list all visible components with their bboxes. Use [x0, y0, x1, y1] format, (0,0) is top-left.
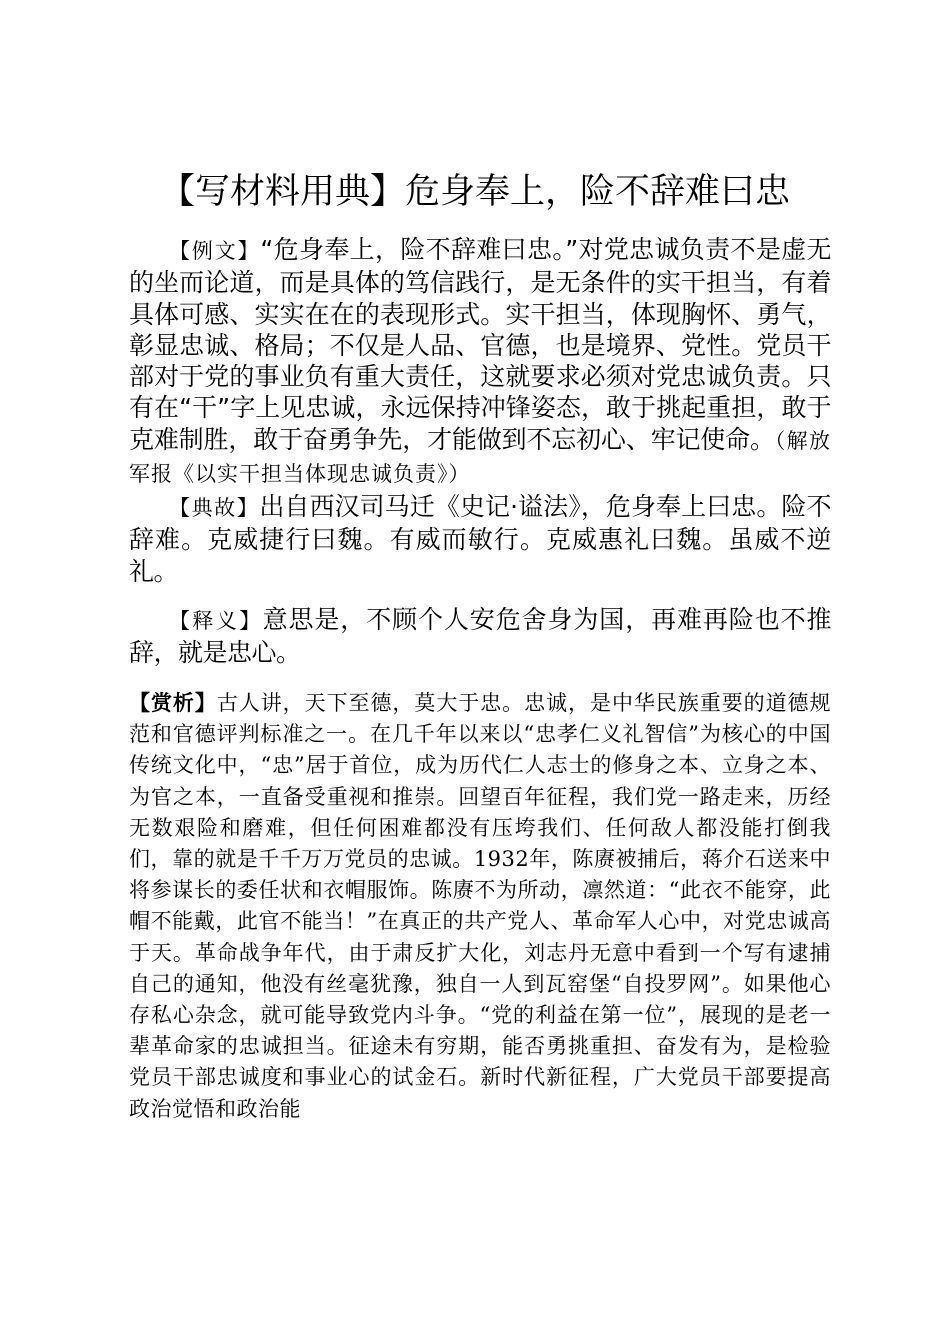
origin-label: 【典故】: [169, 496, 260, 520]
origin-paragraph: [129, 491, 831, 587]
analysis-label: 【赏析】: [129, 690, 217, 715]
document-title: 【写材料用典】危身奉上，险不辞难曰忠: [159, 172, 790, 212]
example-paragraph: [129, 234, 831, 490]
example-text: “危身奉上，险不辞难曰忠。”对党忠诚负责不是虚无的坐而论道，而是具体的笃信践行，是无条件的实干担当，有着具体可感、实实在在的表现形式。实干担当，体现胸怀、勇气，彰显忠诚、格局；不仅是人品、官德，也是境界、党性。党员干部对于党的事业负有重大责任，这就要求必须对党忠诚负责。只有在“干”字上见忠诚，永远保持冲锋姿态，敢于挑起重担，敢于克难制胜，敢于奋勇争先，才能做到不忘初心、牢记使命。: [129, 235, 832, 454]
meaning-label: 【释义】: [169, 609, 263, 633]
analysis-text: 古人讲，天下至德，莫大于忠。忠诚，是中华民族重要的道德规范和官德评判标准之一。在几千年以来以“忠孝仁义礼智信”为核心的中国传统文化中，“忠”居于首位，成为历代仁人志士的修身之本、立身之本、为官之本，一直备受重视和推崇。回望百年征程，我们党一路走来，历经无数艰险和磨难，但任何困难都没有压垮我们、任何敌人都没能打倒我们，靠的就是千千万万党员的忠诚。1932年，陈赓被捕后，蒋介石送来中将参谋长的委任状和衣帽服饰。陈赓不为所动，凛然道：“此衣不能穿，此帽不能戴，此官不能当！”在真正的共产党人、革命军人心中，对党忠诚高于天。革命战争年代，由于肃反扩大化，刘志丹无意中看到一个写有逮捕自己的通知，他没有丝毫犹豫，独自一人到瓦窑堡“自投罗网”。如果他心存私心杂念，就可能导致党内斗争。“党的利益在第一位”，展现的是老一辈革命家的忠诚担当。征途未有穷期，能否勇挑重担、奋发有为，是检验党员干部忠诚度和事业心的试金石。新时代新征程，广大党员干部要提高政治觉悟和政治能: [129, 691, 832, 1121]
origin-text: 出自西汉司马迁《史记·谥法》，危身奉上曰忠。险不辞难。克威捷行曰魏。有威而敏行。克威惠礼曰魏。虽威不逆礼。: [129, 492, 832, 586]
meaning-paragraph: [129, 604, 831, 669]
meaning-text: 意思是，不顾个人安危舍身为国，再难再险也不推辞，就是忠心。: [129, 605, 831, 668]
example-label: 【例文】: [169, 239, 261, 263]
analysis-paragraph: [129, 687, 831, 1125]
example-source: （解放军报《以实干担当体现忠诚负责》）: [129, 428, 831, 487]
